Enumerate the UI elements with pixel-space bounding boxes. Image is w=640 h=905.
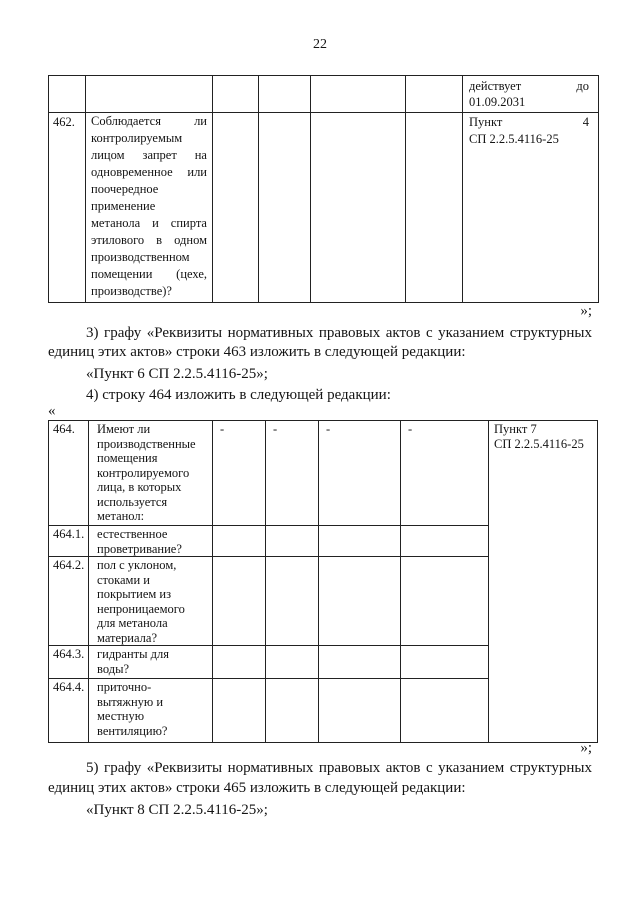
text-line: материала? — [97, 630, 157, 645]
text-line: вытяжную и — [97, 694, 164, 709]
row-number: 464.3. — [49, 646, 89, 679]
text-line: местную — [97, 709, 145, 723]
text-line: помещения — [97, 451, 158, 465]
table-cell-answer — [266, 557, 319, 646]
text-line: производственные — [97, 436, 196, 451]
text-line: вентиляцию? — [97, 723, 168, 738]
answer-dash: - — [401, 421, 489, 526]
closing-quote: »; — [580, 303, 592, 319]
text-line: метанола и спирта — [91, 216, 207, 230]
text-line: покрытием из — [97, 587, 172, 601]
table-cell-requisites — [463, 76, 599, 113]
row-number: 464.1. — [49, 526, 89, 557]
requisites-code: СП 2.2.5.4116-25 — [469, 132, 559, 146]
table-cell-answer — [213, 113, 259, 303]
table-cell-question — [86, 76, 213, 113]
text-line: применение — [91, 199, 156, 213]
row-number: 464.4. — [49, 679, 89, 743]
table-cell-answer — [259, 76, 311, 113]
text-line: проветривание? — [97, 541, 182, 556]
page-number: 22 — [313, 37, 327, 52]
item3-line2: единиц этих актов» строки 463 изложить в следующей редакции: — [48, 344, 466, 360]
text-line: воды? — [97, 661, 130, 676]
requirements-table-464 — [48, 420, 598, 743]
table-cell-answer — [406, 76, 463, 113]
text-line: помещении (цехе, — [91, 267, 207, 281]
table-cell-answer — [311, 76, 406, 113]
text-line: непроницаемого — [97, 601, 185, 616]
requirements-table-continued — [48, 75, 599, 303]
table-row-464 — [49, 421, 598, 526]
table-cell-answer — [406, 113, 463, 303]
row-number: 464.2. — [49, 557, 89, 646]
table-cell-answer — [259, 113, 311, 303]
table-cell-answer — [311, 113, 406, 303]
table-cell-answer — [401, 646, 489, 679]
question-text — [89, 557, 213, 646]
text-line: метанол: — [97, 509, 145, 523]
text-line: естественное — [97, 527, 168, 541]
text-line: одновременное или — [91, 165, 207, 179]
text-line: лица, в которых — [97, 480, 182, 494]
requisites-valid-until-label: действует до — [469, 79, 589, 93]
text-line: поочередное — [91, 182, 159, 196]
text-line: контролируемого — [97, 465, 190, 480]
table-cell-answer — [266, 526, 319, 557]
requisites-valid-until-date: 01.09.2031 — [469, 95, 526, 109]
closing-quote: »; — [580, 740, 592, 756]
requisites-clause: Пункт 4 — [469, 115, 589, 129]
text-line: контролируемым — [91, 131, 183, 145]
table-cell-answer — [213, 76, 259, 113]
text-line: стоками и — [97, 572, 150, 587]
text-line: производственном — [91, 250, 190, 264]
table-cell-requisites — [489, 421, 598, 743]
table-cell-requisites — [463, 113, 599, 303]
text-line: лицом запрет на — [91, 148, 207, 162]
table-cell-answer — [213, 679, 266, 743]
table-cell-answer — [266, 679, 319, 743]
table-cell-answer — [266, 646, 319, 679]
item5-replacement: «Пункт 8 СП 2.2.5.4116-25»; — [86, 802, 268, 818]
table-cell-answer — [401, 557, 489, 646]
row-number: 462. — [49, 113, 86, 303]
text-line: приточно- — [97, 680, 152, 694]
table-cell-answer — [319, 526, 401, 557]
item3-line1: 3) графу «Реквизиты нормативных правовых актов с указанием структурных — [86, 325, 592, 341]
text-line: Соблюдается ли — [91, 114, 207, 128]
item4-text: 4) строку 464 изложить в следующей редакции: — [86, 387, 391, 403]
table-row-462 — [49, 113, 599, 303]
text-line: пол с уклоном, — [97, 558, 177, 572]
table-cell-answer — [319, 557, 401, 646]
answer-dash: - — [319, 421, 401, 526]
text-line: этилового в одном — [91, 233, 207, 247]
table-row-continuation — [49, 76, 599, 113]
table-cell-answer — [213, 646, 266, 679]
text-line: используется — [97, 494, 168, 509]
table-cell-answer — [213, 557, 266, 646]
question-text — [89, 421, 213, 526]
answer-dash: - — [266, 421, 319, 526]
item5-line1: 5) графу «Реквизиты нормативных правовых актов с указанием структурных — [86, 760, 592, 776]
table-cell-number — [49, 76, 86, 113]
item3-replacement: «Пункт 6 СП 2.2.5.4116-25»; — [86, 366, 268, 382]
row-number: 464. — [49, 421, 89, 526]
text-line: гидранты для — [97, 647, 169, 661]
opening-quote: « — [48, 403, 56, 419]
table-cell-answer — [213, 526, 266, 557]
answer-dash: - — [213, 421, 266, 526]
question-text — [89, 679, 213, 743]
question-text — [86, 113, 213, 303]
item5-line2: единиц этих актов» строки 465 изложить в следующей редакции: — [48, 780, 466, 796]
table-cell-answer — [319, 646, 401, 679]
table-cell-answer — [401, 679, 489, 743]
requisites-code: СП 2.2.5.4116-25 — [494, 436, 584, 451]
requisites-clause: Пункт 7 — [494, 422, 537, 436]
text-line: производстве)? — [91, 284, 172, 298]
text-line: для метанола — [97, 616, 168, 630]
text-line: Имеют ли — [97, 422, 151, 436]
question-text — [89, 646, 213, 679]
table-cell-answer — [401, 526, 489, 557]
question-text — [89, 526, 213, 557]
table-cell-answer — [319, 679, 401, 743]
